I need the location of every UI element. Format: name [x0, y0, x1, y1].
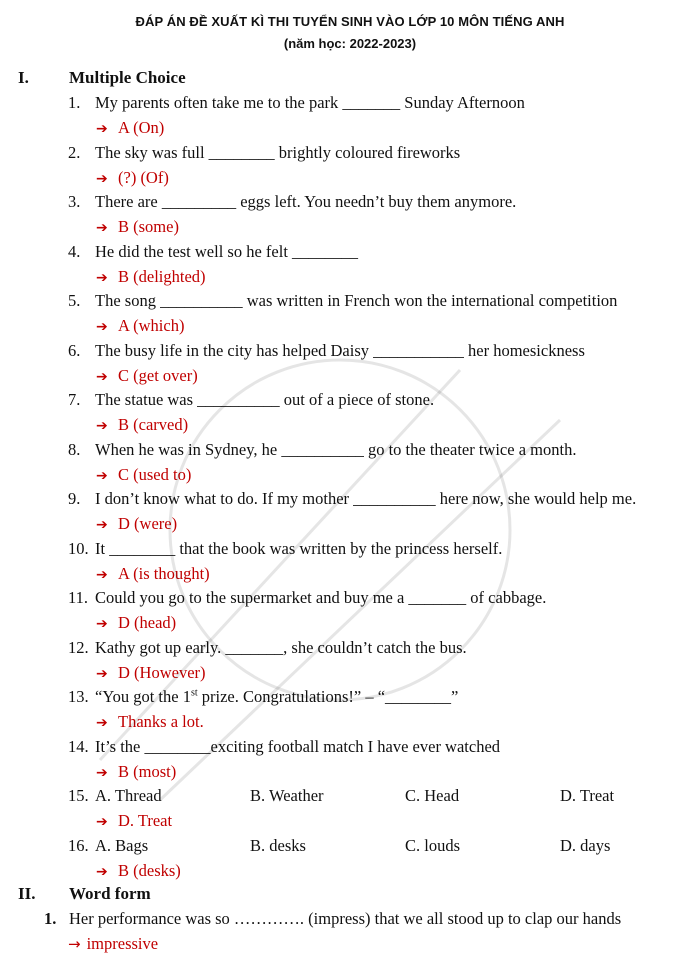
question-number: 14.: [68, 737, 89, 756]
question-item: [68, 737, 500, 757]
answer-line: [96, 811, 172, 832]
question-text: “You got the 1: [95, 687, 191, 706]
question-number: 10.: [68, 539, 89, 558]
question-text: It ________ that the book was written by the princess herself.: [95, 539, 503, 558]
question-number: 5.: [68, 291, 81, 310]
answer-line: [96, 861, 181, 882]
arrow-icon: ➔: [96, 765, 108, 781]
option-d: D. days: [560, 836, 611, 855]
option-a: A. Bags: [95, 836, 149, 855]
question-text: The statue was __________ out of a piece of stone.: [95, 390, 435, 409]
question-text: The song __________ was written in French won the international competition: [95, 291, 618, 310]
arrow-icon: ➔: [96, 715, 108, 731]
question-number: 15.: [68, 786, 89, 805]
option-d: D. Treat: [560, 786, 615, 805]
question-number: 11.: [68, 588, 89, 607]
answer-line: [96, 712, 204, 733]
option-c: C. Head: [405, 786, 460, 805]
answer-text: A (On): [118, 118, 165, 137]
answer-text: C (get over): [118, 366, 198, 385]
document-subtitle: (năm học: 2022-2023): [283, 36, 417, 51]
answer-text: impressive: [86, 934, 159, 953]
question-number: 16.: [68, 836, 89, 855]
wordform-question: [44, 909, 621, 929]
answer-text: B (some): [118, 217, 179, 236]
arrow-icon: ➔: [96, 517, 108, 533]
question-text: The busy life in the city has helped Daisy ___________ her homesickness: [95, 341, 585, 360]
answer-line: [96, 168, 169, 189]
answer-text: A (is thought): [118, 564, 210, 583]
question-item: [68, 836, 700, 856]
arrow-icon: ➔: [96, 369, 108, 385]
question-item: [68, 489, 636, 509]
question-text: I don’t know what to do. If my mother __________ here now, she would help me.: [95, 489, 637, 508]
question-number: 12.: [68, 638, 89, 657]
question-item: [68, 242, 358, 262]
section-title: Word form: [69, 884, 151, 903]
option-c: C. louds: [405, 836, 461, 855]
arrow-icon: ➔: [96, 319, 108, 335]
question-number: 6.: [68, 341, 81, 360]
option-b: B. desks: [250, 836, 306, 855]
answer-line: [96, 762, 176, 783]
arrow-icon: ➔: [96, 567, 108, 583]
answer-text: B (delighted): [118, 267, 206, 286]
arrow-icon: ➔: [96, 220, 108, 236]
document-title: ĐÁP ÁN ĐỀ XUẤT KÌ THI TUYỂN SINH VÀO LỚP 10 MÔN TIẾNG ANH: [135, 14, 565, 29]
section-number: I.: [18, 68, 29, 87]
question-number: 4.: [68, 242, 81, 261]
wordform-answer: [68, 934, 158, 954]
answer-line: [96, 267, 206, 288]
answer-text: D (However): [118, 663, 206, 682]
question-text: There are _________ eggs left. You needn’t buy them anymore.: [95, 192, 517, 211]
answer-text: D (were): [118, 514, 178, 533]
arrow-icon: ➔: [96, 171, 108, 187]
question-text: Could you go to the supermarket and buy me a _______ of cabbage.: [95, 588, 547, 607]
question-item: [68, 390, 434, 410]
question-text: Her performance was so …………. (impress) that we all stood up to clap our hands: [69, 909, 622, 928]
answer-line: [96, 663, 206, 684]
answer-line: [96, 316, 184, 337]
question-text: Kathy got up early. _______, she couldn’t catch the bus.: [95, 638, 467, 657]
option-a: A. Thread: [95, 786, 162, 805]
arrow-icon: ➔: [96, 418, 108, 434]
answer-text: D (head): [118, 613, 177, 632]
section-multiple-choice-heading: [18, 68, 186, 88]
answer-text: (?) (Of): [118, 168, 169, 187]
answer-line: [96, 514, 177, 535]
question-item: [68, 638, 467, 658]
arrow-icon: ➔: [96, 616, 108, 632]
answer-text: B (desks): [118, 861, 181, 880]
arrow-icon: →: [68, 935, 81, 953]
question-text: My parents often take me to the park _______ Sunday Afternoon: [95, 93, 525, 112]
question-text: When he was in Sydney, he __________ go to the theater twice a month.: [95, 440, 577, 459]
section-word-form-heading: [18, 884, 151, 904]
question-text-cont: prize. Congratulations!” – “________”: [197, 687, 459, 706]
answer-line: [96, 217, 179, 238]
question-item: [68, 440, 576, 460]
question-item: [68, 143, 460, 163]
answer-line: [96, 465, 191, 486]
arrow-icon: ➔: [96, 814, 108, 830]
question-number: 8.: [68, 440, 81, 459]
answer-text: C (used to): [118, 465, 192, 484]
arrow-icon: ➔: [96, 270, 108, 286]
arrow-icon: ➔: [96, 864, 108, 880]
question-item: [68, 291, 617, 311]
question-item: [68, 341, 585, 361]
question-number: 1.: [68, 93, 81, 112]
question-text: It’s the ________exciting football match I have ever watched: [95, 737, 501, 756]
answer-text: B (most): [118, 762, 177, 781]
question-item: [68, 192, 516, 212]
question-item: [68, 539, 502, 559]
answer-line: [96, 613, 176, 634]
answer-text: B (carved): [118, 415, 189, 434]
answer-text: A (which): [118, 316, 185, 335]
question-text: The sky was full ________ brightly coloured fireworks: [95, 143, 461, 162]
question-item: [68, 786, 700, 806]
question-item: [68, 588, 546, 608]
arrow-icon: ➔: [96, 468, 108, 484]
question-item: [68, 93, 525, 113]
section-number: II.: [18, 884, 36, 903]
arrow-icon: ➔: [96, 121, 108, 137]
answer-line: [96, 564, 210, 585]
question-number: 3.: [68, 192, 81, 211]
arrow-icon: ➔: [96, 666, 108, 682]
answer-line: [96, 366, 198, 387]
question-item: [68, 687, 458, 707]
answer-text: D. Treat: [118, 811, 173, 830]
question-text: He did the test well so he felt ________: [95, 242, 359, 261]
answer-line: [96, 415, 188, 436]
ordinal-suffix: st: [190, 687, 198, 699]
answer-text: Thanks a lot.: [118, 712, 204, 731]
question-number: 9.: [68, 489, 81, 508]
option-b: B. Weather: [250, 786, 324, 805]
question-number: 7.: [68, 390, 81, 409]
answer-line: [96, 118, 164, 139]
section-title: Multiple Choice: [69, 68, 186, 87]
question-number: 13.: [68, 687, 89, 706]
question-number: 2.: [68, 143, 81, 162]
question-number: 1.: [44, 909, 57, 928]
